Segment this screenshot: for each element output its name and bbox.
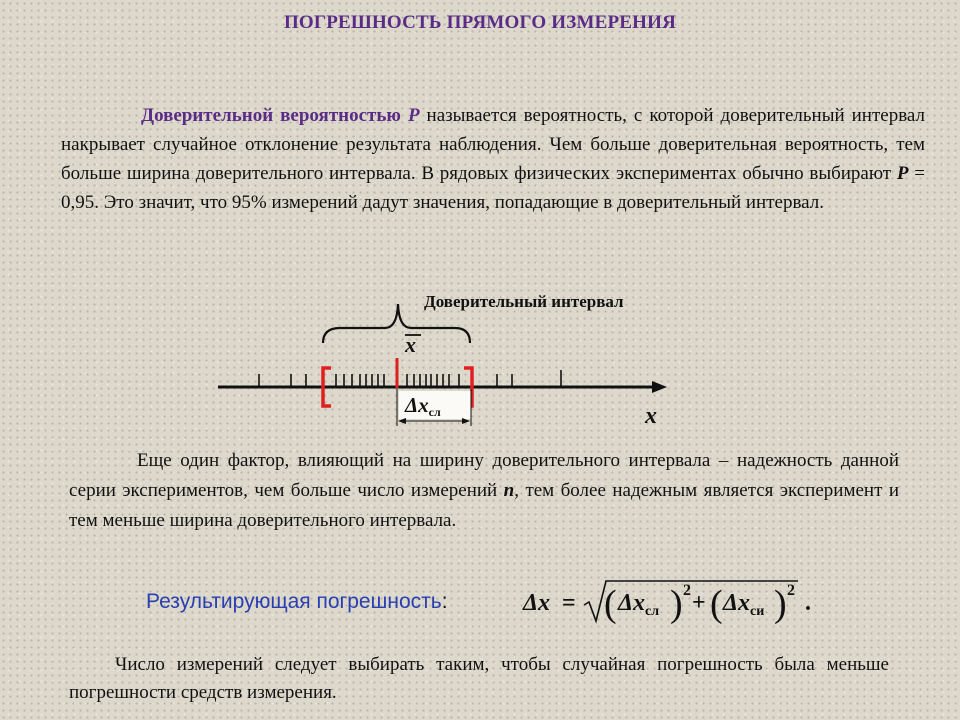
axis-label: x [645,403,657,429]
axis-arrow-icon [652,381,667,393]
formula-term2: $\Delta x_{си}$ [723,590,765,619]
formula-equals: = [562,590,576,616]
result-label-text: Результирующая погрешность [146,590,442,613]
paren-open-1: ( [604,583,617,625]
term-confidence-probability: Доверительной вероятностью [141,105,401,126]
symbol-p-2: P [896,163,909,184]
measurement-ticks [259,370,561,387]
formula-end: . [805,590,811,616]
symbol-p: P [407,105,420,126]
definition-text-2: = 0,95. Это значит, что 95% измерений дадут значения, попадающие в доверительный интервал. [61,163,925,213]
factor-text-2: , тем более надежным является эксперимент и тем меньше ширина доверительного интервала. [69,480,899,531]
formula-plus: + [692,590,706,616]
formula-term1: $\Delta x_{сл}$ [618,590,660,619]
delta-subscript: сл [428,405,441,419]
result-colon: : [441,590,448,613]
mean-symbol: x [405,332,416,357]
paren-close-1: ) [670,583,683,625]
definition-text-1: называется вероятность, с которой доверительный интервал накрывает случайное отклонение результата наблюдения. Чем больше доверительная вероятность, тем больше ширина доверительного интервала. В рядовых физических экспериментах обычно выбирают [61,105,926,184]
delta-symbol: Δx [405,393,429,417]
symbol-n: n [503,480,515,501]
factor-paragraph [69,446,899,536]
conclusion-paragraph [69,651,889,707]
result-formula [520,575,820,630]
power-1: 2 [683,582,691,599]
result-label [146,590,448,614]
paren-close-2: ) [774,583,787,625]
factor-text-1: Еще один фактор, влияющий на ширину доверительного интервала – надежность данной серии экспериментов, чем больше число измерений [69,450,899,501]
power-2: 2 [787,582,795,599]
diagram-label: Доверительный интервал [424,292,624,311]
page-title: ПОГРЕШНОСТЬ ПРЯМОГО ИЗМЕРЕНИЯ [283,12,677,33]
formula-lhs: Δx [523,590,551,616]
conclusion-text: Число измерений следует выбирать таким, чтобы случайная погрешность была меньше погрешности средств измерения. [69,654,889,703]
paren-open-2: ( [710,583,723,625]
